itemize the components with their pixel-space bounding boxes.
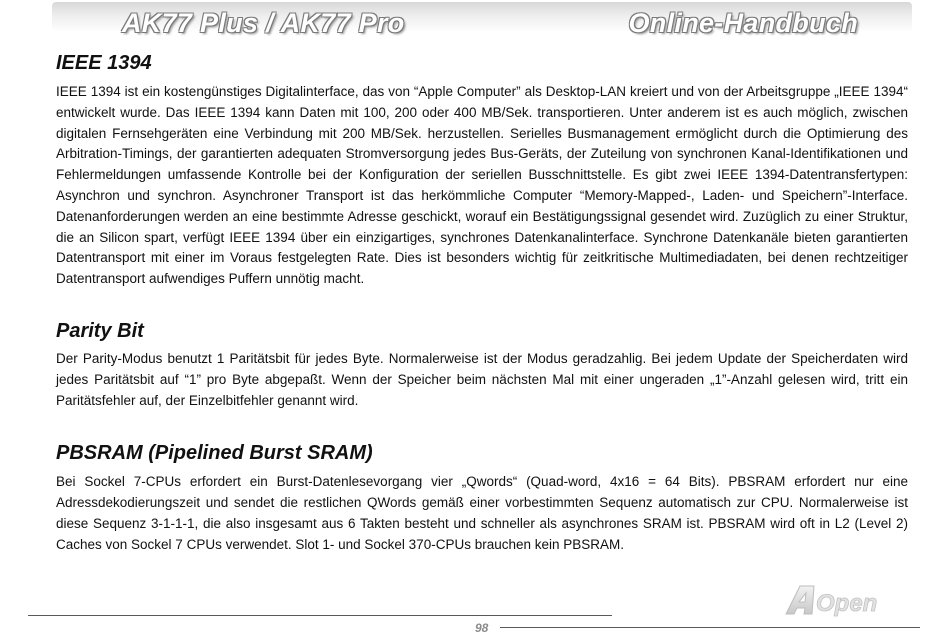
section-body: Der Parity-Modus benutzt 1 Paritätsbit für jedes Byte. Normalerweise ist der Modus geradzahlig. Bei jedem Update der Speicherdaten wird jedes Paritätsbit auf “1” pro Byte abgepaßt. Wenn der Speicher beim nächsten Mal mit einer ungeraden „1”-Anzahl gelesen wird, tritt ein Paritätsfehler auf, der Einzelbitfehler genannt wird.	[56, 350, 908, 408]
footer-rule-left	[28, 615, 612, 616]
header-bar	[52, 2, 912, 42]
section-ieee-1394	[56, 50, 908, 290]
page-content	[56, 50, 908, 556]
section-title: IEEE 1394	[56, 52, 152, 74]
manual-type-title: Online-Handbuch	[628, 8, 858, 38]
svg-text:Open: Open	[816, 590, 878, 617]
section-title: PBSRAM (Pipelined Burst SRAM)	[56, 442, 373, 465]
section-body: IEEE 1394 ist ein kostengünstiges Digitalinterface, das von “Apple Computer” als Desktop-LAN kreiert und von der Arbeitsgruppe „IEEE 1394“ entwickelt wurde. Das IEEE 1394 kann Daten mit 100, 200 oder 400 MB/Sek. transportieren. Unter anderem ist es auch möglich, zwischen digitalen Fernsehgeräten eine Verbindung mit 200 MB/Sek. herzustellen. Serielles Busmanagement ermöglicht durch die Optimierung des Arbitration-Timings, der garantierten adequaten Stromversorgung jedes Bus-Geräts, der Zuteilung von synchronen Kanal-Identifikationen und Fehlermeldungen umfassende Kontrolle bei der Konfiguration der seriellen Busschnittstelle. Es gibt zwei IEEE 1394-Datentransfertypen: Asynchron und synchron. Asynchroner Transport ist das herkömmliche Computer “Memory-Mapped-, Laden- und Speichern”-Interface. Datenanforderungen werden an eine bestimmte Adresse geschickt, worauf ein Bestätigungssignal gesendet wird. Zuzüglich zu einer Struktur, die an Silicon spart, verfügt IEEE 1394 über ein einzigartiges, synchrones Datenkanalinterface. Synchrone Datenkanäle bieten garantierten Datentransport mit einer im Voraus festgelegten Rate. Dies ist besonders wichtig für zeitkritische Multimediadaten, bei denen rechtzeitiger Datentransport aufwendiges Puffern unnötig macht.	[56, 84, 908, 287]
aopen-logo-icon	[778, 580, 902, 618]
section-pbsram	[56, 440, 908, 555]
manual-model-title: AK77 Plus / AK77 Pro	[122, 8, 405, 38]
section-title: Parity Bit	[56, 319, 144, 342]
page-number: 98	[470, 621, 493, 635]
section-parity-bit	[56, 318, 908, 411]
footer-rule-right	[500, 627, 920, 628]
section-body: Bei Sockel 7-CPUs erfordert ein Burst-Datenlesevorgang vier „Qwords“ (Quad-word, 4x16 = 64 Bits). PBSRAM erfordert nur eine Adressdekodierungszeit und sendet die restlichen QWords gemäß einer vorbestimmten Sequenz automatisch zur CPU. Normalerweise ist diese Sequenz 3-1-1-1, die also insgesamt aus 6 Takten besteht und schneller als asynchrones SRAM ist. PBSRAM wird oft in L2 (Level 2) Caches von Sockel 7 CPUs verwendet. Slot 1- und Sockel 370-CPUs brauchen kein PBSRAM.	[56, 474, 908, 552]
